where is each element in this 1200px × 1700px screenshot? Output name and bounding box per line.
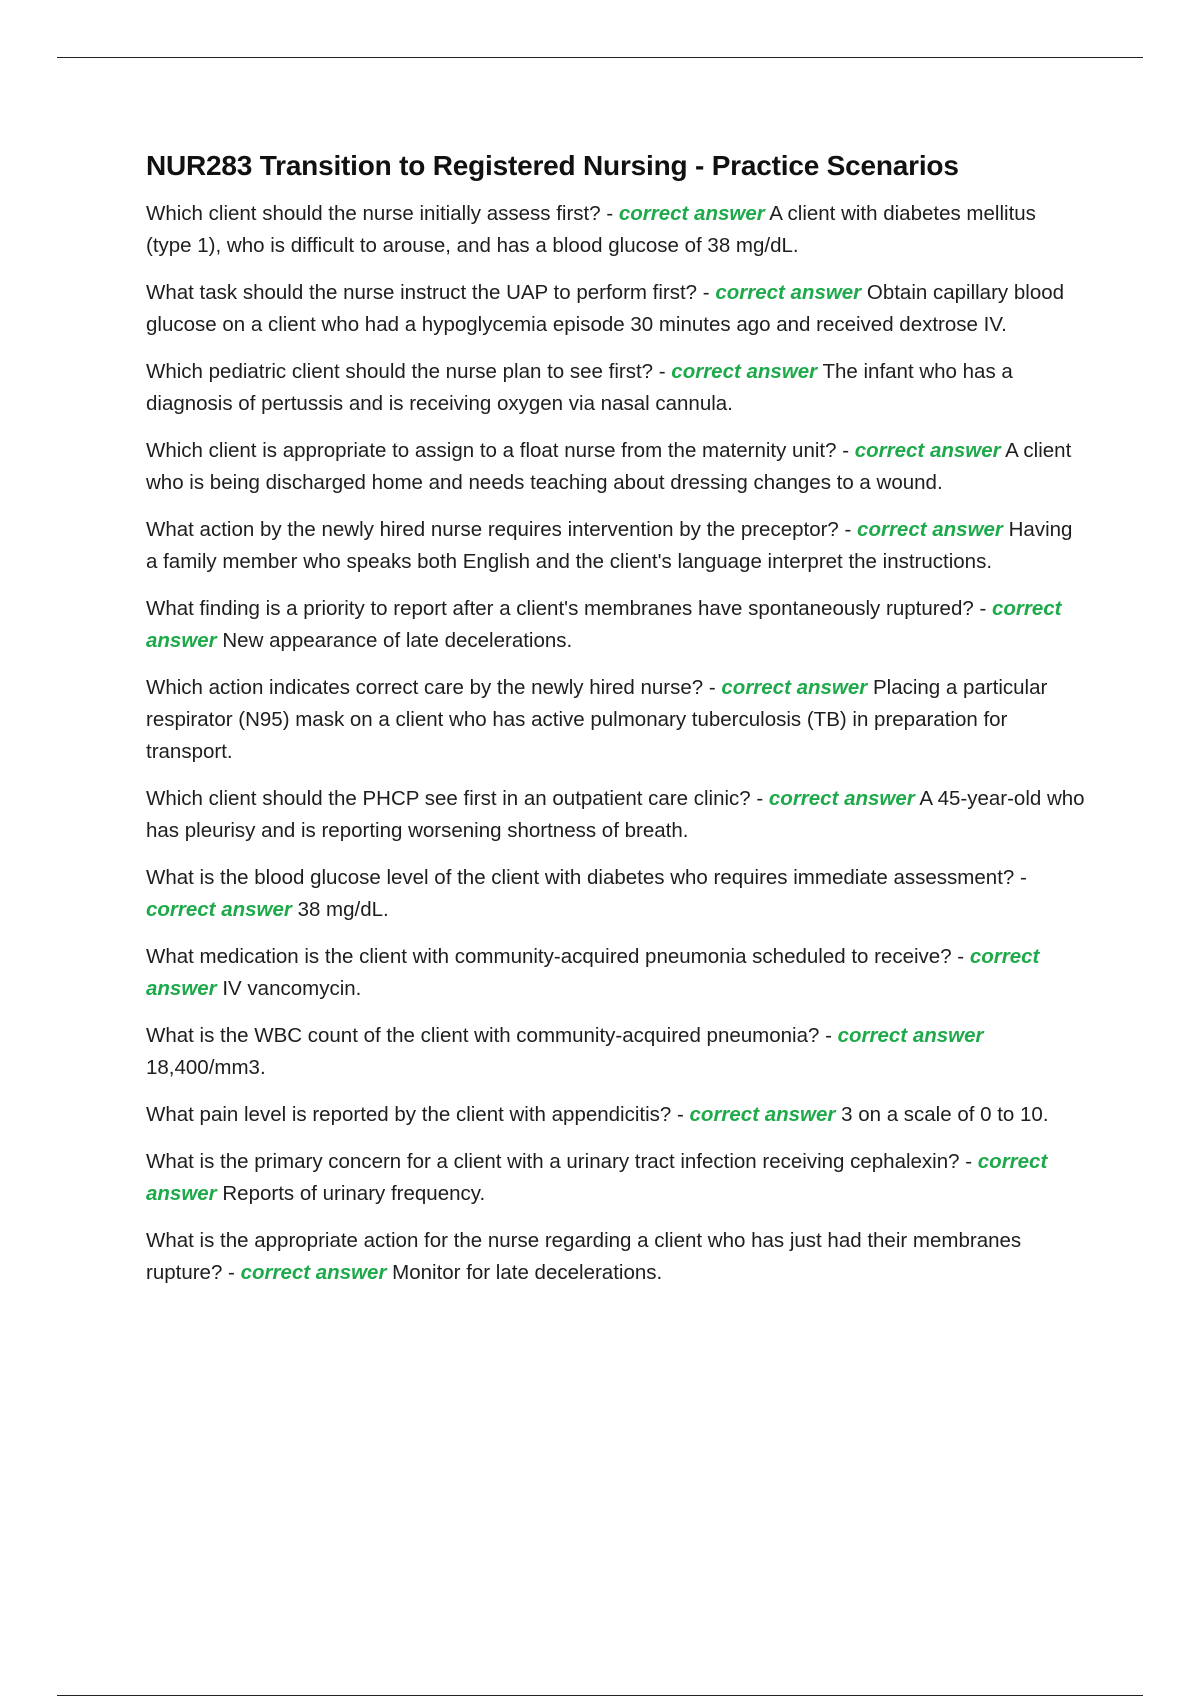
document-title: NUR283 Transition to Registered Nursing - Practice Scenarios: [146, 150, 959, 181]
correct-answer-label: correct answer: [721, 676, 868, 699]
correct-answer-label: correct answer: [146, 597, 1062, 652]
separator: -: [697, 281, 716, 304]
separator: -: [951, 945, 970, 968]
question-text: What is the primary concern for a client with a urinary tract infection receiving cephalexin?: [146, 1150, 960, 1173]
qa-item: [146, 941, 1086, 1005]
correct-answer-label: correct answer: [715, 281, 862, 304]
qa-item: [146, 435, 1086, 499]
question-text: What finding is a priority to report after a client's membranes have spontaneously ruptured?: [146, 597, 974, 620]
qa-item: [146, 198, 1086, 262]
qa-item: [146, 593, 1086, 657]
separator: -: [973, 597, 992, 620]
answer-text: A 45-year-old who has pleurisy and is reporting worsening shortness of breath.: [146, 787, 1085, 842]
answer-text: The infant who has a diagnosis of pertussis and is receiving oxygen via nasal cannula.: [146, 360, 1013, 415]
separator: -: [1014, 866, 1027, 889]
correct-answer-label: correct answer: [837, 1024, 984, 1047]
bottom-rule: [57, 1695, 1143, 1696]
question-text: What action by the newly hired nurse requires intervention by the preceptor?: [146, 518, 839, 541]
qa-item: [146, 277, 1086, 341]
separator: -: [838, 518, 858, 541]
qa-item: [146, 514, 1086, 578]
correct-answer-label: correct answer: [857, 518, 1003, 541]
qa-item: [146, 356, 1086, 420]
qa-item: [146, 1099, 1086, 1131]
question-text: What task should the nurse instruct the UAP to perform first?: [146, 281, 698, 304]
qa-item: [146, 1146, 1086, 1210]
correct-answer-label: correct answer: [768, 787, 915, 810]
question-text: Which client should the PHCP see first in an outpatient care clinic?: [146, 787, 751, 810]
correct-answer-label: correct answer: [146, 945, 1040, 1000]
separator: -: [836, 439, 855, 462]
correct-answer-label: correct answer: [146, 1150, 1048, 1205]
answer-text: 38 mg/dL.: [297, 898, 389, 921]
answer-text: IV vancomycin.: [222, 977, 362, 1000]
answer-text: Obtain capillary blood glucose on a client who had a hypoglycemia episode 30 minutes ago and received dextrose IV.: [146, 281, 1065, 336]
answer-text: A client with diabetes mellitus (type 1), who is difficult to arouse, and has a blood glucose of 38 mg/dL.: [146, 202, 1036, 257]
qa-item: [146, 1225, 1086, 1289]
separator: -: [819, 1024, 838, 1047]
qa-item: [146, 862, 1086, 926]
document-body: [146, 148, 1086, 1304]
correct-answer-label: correct answer: [671, 360, 818, 383]
question-text: What medication is the client with community-acquired pneumonia scheduled to receive?: [146, 945, 952, 968]
question-text: Which action indicates correct care by the newly hired nurse?: [146, 676, 704, 699]
qa-item: [146, 1020, 1086, 1084]
separator: -: [653, 360, 672, 383]
separator: -: [959, 1150, 978, 1173]
separator: -: [750, 787, 769, 810]
correct-answer-label: correct answer: [618, 202, 765, 225]
separator: -: [703, 676, 722, 699]
correct-answer-label: correct answer: [240, 1261, 387, 1284]
question-text: What pain level is reported by the client with appendicitis?: [146, 1103, 672, 1126]
answer-text: Reports of urinary frequency.: [222, 1182, 486, 1205]
separator: -: [671, 1103, 690, 1126]
separator: -: [600, 202, 619, 225]
question-text: Which client is appropriate to assign to a float nurse from the maternity unit?: [146, 439, 837, 462]
separator: -: [222, 1261, 241, 1284]
answer-text: Having a family member who speaks both English and the client's language interpret the instructions.: [146, 518, 1073, 573]
question-text: Which pediatric client should the nurse plan to see first?: [146, 360, 654, 383]
answer-text: 3 on a scale of 0 to 10.: [841, 1103, 1049, 1126]
question-text: What is the blood glucose level of the client with diabetes who requires immediate assessment?: [146, 866, 1015, 889]
answer-text: Monitor for late decelerations.: [392, 1261, 663, 1284]
correct-answer-label: correct answer: [146, 898, 292, 921]
answer-text: New appearance of late decelerations.: [222, 629, 573, 652]
question-text: What is the appropriate action for the nurse regarding a client who has just had their membranes rupture?: [146, 1229, 1022, 1284]
qa-item: [146, 672, 1086, 768]
top-rule: [57, 57, 1143, 58]
qa-item: [146, 783, 1086, 847]
question-text: Which client should the nurse initially assess first?: [146, 202, 601, 225]
answer-text: Placing a particular respirator (N95) mask on a client who has active pulmonary tuberculosis (TB) in preparation for transport.: [146, 676, 1048, 763]
correct-answer-label: correct answer: [854, 439, 1001, 462]
question-text: What is the WBC count of the client with community-acquired pneumonia?: [146, 1024, 820, 1047]
answer-text: A client who is being discharged home and needs teaching about dressing changes to a wound.: [146, 439, 1072, 494]
answer-text: 18,400/mm3.: [146, 1056, 266, 1079]
correct-answer-label: correct answer: [689, 1103, 836, 1126]
